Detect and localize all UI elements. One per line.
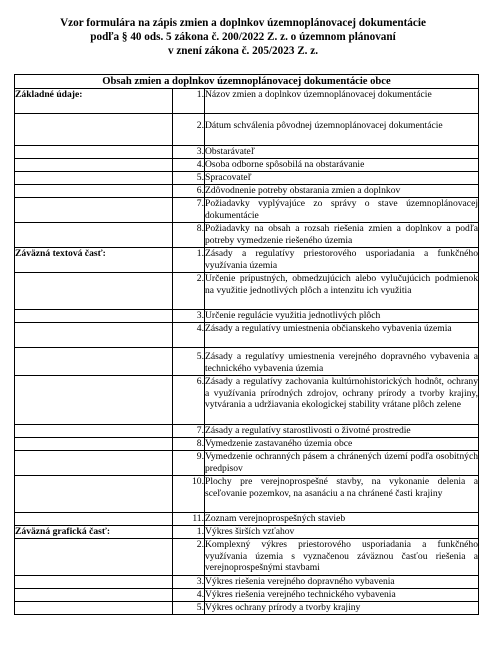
table-row — [15, 323, 479, 348]
item-number: 2. — [173, 114, 205, 146]
table-row — [15, 114, 479, 146]
item-text: Zásady a regulatívy starostlivosti o životné prostredie — [205, 425, 479, 438]
item-number: 1. — [173, 526, 205, 539]
item-number: 11. — [173, 513, 205, 526]
item-number: 5. — [173, 172, 205, 185]
item-text: Dátum schválenia pôvodnej územnoplánovacej dokumentácie — [205, 114, 479, 146]
table-row — [15, 348, 479, 376]
table-row — [15, 602, 479, 615]
title-line-3: v znení zákona č. 205/2023 Z. z. — [167, 45, 319, 57]
table-row — [15, 476, 479, 513]
item-text: Zásady a regulatívy zachovania kultúrnohistorických hodnôt, ochrany a využívania prírodných zdrojov, ochrany prírody a tvorby krajiny, vytvárania a udržiavania ekologickej stability vrátane plôch zelene — [205, 376, 479, 425]
table-row — [15, 248, 479, 273]
table-row — [15, 89, 479, 114]
item-number: 8. — [173, 438, 205, 451]
table-header: Obsah zmien a doplnkov územnoplánovacej dokumentácie obce — [15, 75, 479, 89]
item-number: 5. — [173, 348, 205, 376]
table-row — [15, 310, 479, 323]
item-text: Zoznam verejnoprospešných stavieb — [205, 513, 479, 526]
item-text: Výkres širších vzťahov — [205, 526, 479, 539]
item-text: Komplexný výkres priestorového usporiadania a funkčného využívania územia s vyznačenou záväznou časťou riešenia a verejnoprospešnými stavbami — [205, 539, 479, 576]
item-text: Požiadavky na obsah a rozsah riešenia zmien a doplnkov a podľa potreby vymedzenie riešeného územia — [205, 223, 478, 246]
item-number: 7. — [173, 425, 205, 438]
item-number: 3. — [173, 310, 205, 323]
table-row — [15, 526, 479, 539]
item-number: 5. — [173, 602, 205, 615]
item-number: 6. — [173, 185, 205, 198]
item-text: Zdôvodnenie potreby obstarania zmien a doplnkov — [205, 185, 479, 198]
item-number: 1. — [173, 89, 205, 114]
item-text: Požiadavky vyplývajúce zo správy o stave územnoplánovacej dokumentácie — [205, 198, 478, 221]
item-text: Určenie prípustných, obmedzujúcich alebo vylučujúcich podmienok na využitie jednotlivých plôch a intenzitu ich využitia — [205, 273, 479, 310]
item-text: Vymedzenie zastavaného územia obce — [205, 438, 479, 451]
section-label-text: Záväzná textová časť: — [15, 248, 173, 273]
item-number: 9. — [173, 451, 205, 476]
item-text: Výkres riešenia verejného dopravného vybavenia — [205, 576, 479, 589]
item-number: 8. — [173, 223, 205, 248]
table-row — [15, 146, 479, 159]
item-number: 1. — [173, 248, 205, 273]
document-title — [0, 16, 486, 58]
item-number: 4. — [173, 589, 205, 602]
table-row — [15, 513, 479, 526]
item-number: 7. — [173, 198, 205, 223]
content-table — [14, 74, 479, 615]
title-line-2: podľa § 40 ods. 5 zákona č. 200/2022 Z. z. o územnom plánovaní — [90, 31, 396, 43]
table-row — [15, 539, 479, 576]
item-text: Názov zmien a doplnkov územnoplánovacej dokumentácie — [205, 89, 479, 114]
item-number: 10. — [173, 476, 205, 513]
item-text: Obstarávateľ — [205, 146, 479, 159]
table-row — [15, 198, 479, 223]
table-row — [15, 438, 479, 451]
item-text: Výkres riešenia verejného technického vybavenia — [205, 589, 479, 602]
item-text: Plochy pre verejnoprospešné stavby, na vykonanie delenia a sceľovanie pozemkov, na asanáciu a na chránené časti krajiny — [205, 476, 479, 513]
table-row — [15, 172, 479, 185]
table-row — [15, 376, 479, 425]
item-text: Zásady a regulatívy priestorového usporiadania a funkčného využívania územia — [205, 248, 478, 271]
item-text: Zásady a regulatívy umiestnenia občianskeho vybavenia územia — [205, 323, 479, 348]
table-row — [15, 273, 479, 310]
table-row — [15, 159, 479, 172]
item-number: 2. — [173, 273, 205, 310]
item-text: Výkres ochrany prírody a tvorby krajiny — [205, 602, 479, 615]
item-number: 6. — [173, 376, 205, 425]
item-number: 4. — [173, 323, 205, 348]
table-row — [15, 425, 479, 438]
table-row — [15, 451, 479, 476]
item-text: Spracovateľ — [205, 172, 479, 185]
table-row — [15, 223, 479, 248]
table-row — [15, 589, 479, 602]
item-text: Osoba odborne spôsobilá na obstarávanie — [205, 159, 479, 172]
item-number: 2. — [173, 539, 205, 576]
item-number: 4. — [173, 159, 205, 172]
item-text: Zásady a regulatívy umiestnenia verejného dopravného vybavenia a technického vybavenia územia — [205, 348, 479, 376]
item-text: Vymedzenie ochranných pásem a chránených území podľa osobitných predpisov — [205, 451, 478, 474]
item-text: Určenie regulácie využitia jednotlivých plôch — [205, 310, 479, 323]
item-number: 3. — [173, 146, 205, 159]
section-label-basic: Základné údaje: — [15, 89, 173, 114]
table-row — [15, 185, 479, 198]
section-label-graphic: Záväzná grafická časť: — [15, 526, 173, 539]
table-row — [15, 576, 479, 589]
item-number: 3. — [173, 576, 205, 589]
title-line-1: Vzor formulára na zápis zmien a doplnkov územnoplánovacej dokumentácie — [60, 17, 426, 29]
